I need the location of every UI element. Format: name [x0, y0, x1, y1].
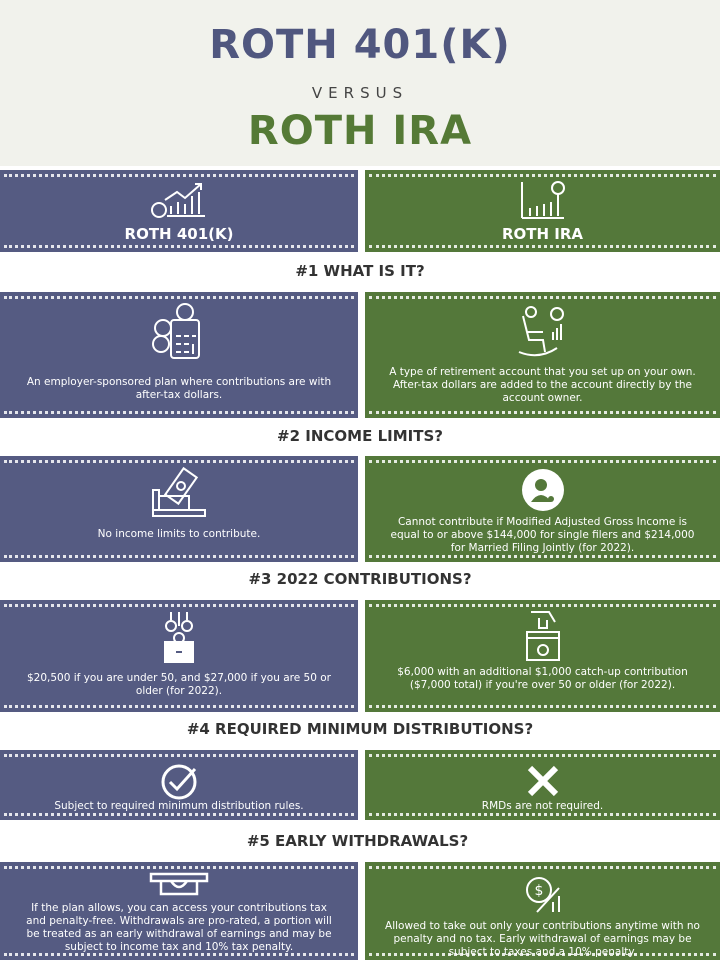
rocking-chair-retiree-icon: [513, 302, 573, 362]
column-label-roth-ira: ROTH IRA: [501, 225, 584, 243]
panel-income-limits-ira: [365, 456, 720, 562]
section-heading: #4 REQUIRED MINIMUM DISTRIBUTIONS?: [186, 720, 534, 738]
panel-early-withdrawals-401k: [0, 862, 358, 960]
panel-what-is-it-401k: [0, 292, 358, 418]
panel-early-withdrawals-ira: [365, 862, 720, 960]
section-heading: #3 2022 CONTRIBUTIONS?: [248, 570, 472, 588]
description-text: $20,500 if you are under 50, and $27,000 if you are 50 or older (for 2022).: [27, 672, 331, 697]
description-text: An employer-sponsored plan where contributions are with after-tax dollars.: [26, 376, 332, 401]
cash-stack-icon: [149, 466, 209, 522]
hand-deposit-icon: [521, 608, 565, 664]
description-text: $6,000 with an additional $1,000 catch-up contribution ($7,000 total) if you're over 50 or older (for 2022).: [397, 666, 688, 691]
panel-rmd-ira: [365, 750, 720, 820]
description-text: Cannot contribute if Modified Adjusted Gross Income is equal to or above $144,000 for single filers and $214,000 for Married Filing Jointly (for 2022).: [390, 516, 695, 554]
panel-what-is-it-ira: [365, 292, 720, 418]
section-heading: #5 EARLY WITHDRAWALS?: [0, 832, 715, 850]
person-income-icon: [521, 468, 565, 512]
atm-withdrawal-icon: [149, 872, 209, 896]
column-header-left: [0, 170, 358, 252]
panel-contributions-ira: [365, 600, 720, 712]
title-roth-ira: ROTH IRA: [247, 108, 473, 154]
section-heading: #1 WHAT IS IT?: [295, 262, 425, 280]
description-text: If the plan allows, you can access your contributions tax and penalty-free. Withdrawals are pro-rated, a portion will be treated as an early withdrawal of earnings and may be subject to income tax and 10% tax penalty.: [26, 902, 332, 953]
savings-growth-icon: [518, 178, 568, 220]
description-text: No income limits to contribute.: [97, 528, 261, 540]
column-header-right: [365, 170, 720, 252]
growth-chart-icon: [149, 180, 209, 220]
versus-label: VERSUS: [311, 84, 409, 102]
description-text: RMDs are not required.: [481, 800, 604, 812]
description-text: A type of retirement account that you set up on your own. After-tax dollars are added to the account directly by the account owner.: [389, 366, 696, 404]
panel-contributions-401k: [0, 600, 358, 712]
header: [0, 0, 720, 166]
svg-text:$: $: [534, 883, 543, 899]
description-text: Allowed to take out only your contributions anytime with no penalty and no tax. Early withdrawal of earnings may be subject to taxes and a 10% penalty.: [385, 920, 700, 958]
panel-income-limits-401k: [0, 456, 358, 562]
title-roth-401k: ROTH 401(K): [209, 22, 511, 68]
x-mark-icon: [526, 764, 560, 798]
dollar-growth-icon: [523, 874, 563, 914]
checkmark-circle-icon: [159, 762, 199, 802]
panel-rmd-401k: [0, 750, 358, 820]
description-text: Subject to required minimum distribution rules.: [54, 800, 304, 812]
column-label-roth-401k: ROTH 401(K): [124, 225, 234, 243]
section-heading: #2 INCOME LIMITS?: [277, 427, 443, 445]
calculator-coins-icon: [149, 302, 209, 362]
coin-box-icon: [159, 610, 199, 666]
